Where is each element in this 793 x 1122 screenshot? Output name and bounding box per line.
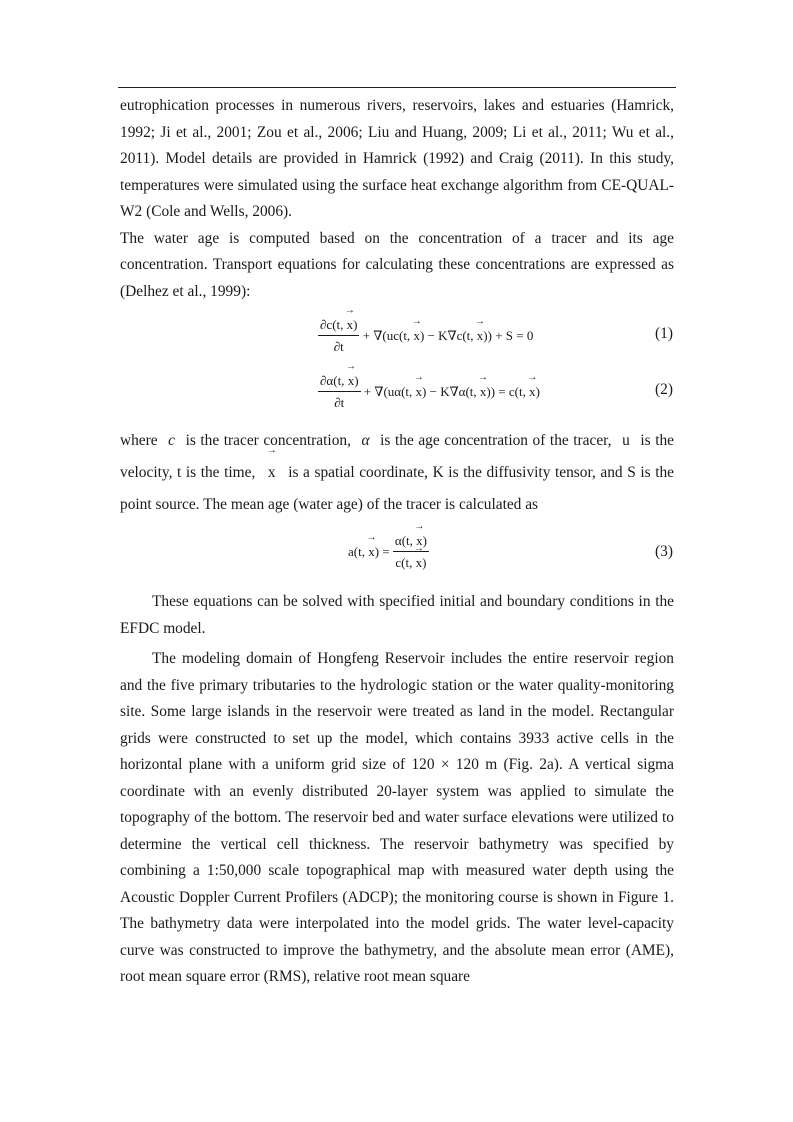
equation-3	[120, 525, 674, 583]
symbol-c: c	[168, 432, 176, 449]
paragraph-boundary-conditions: These equations can be solved with specified initial and boundary conditions in the EFDC model.	[120, 593, 674, 637]
equation-1-fraction: $\frac{\partial c(t, \to x)}{\partial t}$	[318, 317, 359, 355]
paragraph-modeling-domain: The modeling domain of Hongfeng Reservoir includes the entire reservoir region and the five primary tributaries to the hydrologic station or the water quality-monitoring site. Some large islands in the reservoir were treated as land in the model. Rectangular grids were constructed to set up the model, which contains 3933 active cells in the horizontal plane with a uniform grid size of 120 × 120 m (Fig. 2a). A vertical sigma coordinate with an evenly distributed 20-layer system was applied to simulate the topography of the bottom. The reservoir bed and water surface elevations were utilized to determine the vertical cell thickness. The reservoir bathymetry was specified by combining a 1:50,000 scale topographical map with measured water depth using the Acoustic Doppler Current Profilers (ADCP); the monitoring course is shown in Figure 1. The bathymetry data were interpolated into the model grids. The water level-capacity curve was constructed to improve the bathymetry, and the absolute mean error (AME), root mean square error (RMS), relative root mean square	[120, 650, 674, 985]
paragraph-water-age: The water age is computed based on the concentration of a tracer and its age concentration. Transport equations for calculating these concentrations are expressed as (Delhez et al., 1999):	[120, 229, 674, 300]
header-rule	[118, 87, 676, 88]
equation-3-number: (3)	[655, 543, 673, 560]
page-body	[120, 93, 674, 991]
equation-1-body: $\frac{\partial c(t, \to x)}{\partial t}$ + ∇(uc(t, → x) − K∇c(t, → x)) + S = 0	[318, 317, 533, 355]
equation-2-fraction: $\frac{\partial\alpha(t, \to x)}{\partial t}$	[318, 373, 361, 411]
equation-2-body: $\frac{\partial\alpha(t, \to x)}{\partial t}$ + ∇(uα(t, → x) − K∇α(t, → x)) = c(t, → x)	[318, 373, 540, 411]
equation-3-fraction: $\frac{\alpha(t, \to x)}{c(t, \to x)}$	[393, 533, 429, 571]
equation-1-number: (1)	[655, 325, 673, 342]
equation-3-body: a(t, → x) = $\frac{\alpha(t, \to x)}{c(t, \to x)}$	[348, 533, 429, 571]
symbol-x-vector: → x	[268, 457, 276, 489]
equation-2-number: (2)	[655, 381, 673, 398]
paragraph-definitions: where c is the tracer concentration, α is the age concentration of the tracer, u is the velocity, t is the time, → x is a spatial coordinate, K is the diffusivity tensor, and S is the point source. The mean age (water age) of the tracer is calculated as	[120, 425, 674, 521]
paragraph-model-intro: eutrophication processes in numerous rivers, reservoirs, lakes and estuaries (Hamrick, 1992; Ji et al., 2001; Zou et al., 2006; Liu and Huang, 2009; Li et al., 2011; Wu et al., 2011). Model details are provided in Hamrick (1992) and Craig (2011). In this study, temperatures were simulated using the surface heat exchange algorithm from CE-QUAL-W2 (Cole and Wells, 2006).	[120, 97, 674, 220]
symbol-u: u	[622, 432, 630, 449]
equation-1	[120, 313, 674, 367]
equation-2	[120, 369, 674, 423]
symbol-alpha: α	[361, 432, 370, 449]
